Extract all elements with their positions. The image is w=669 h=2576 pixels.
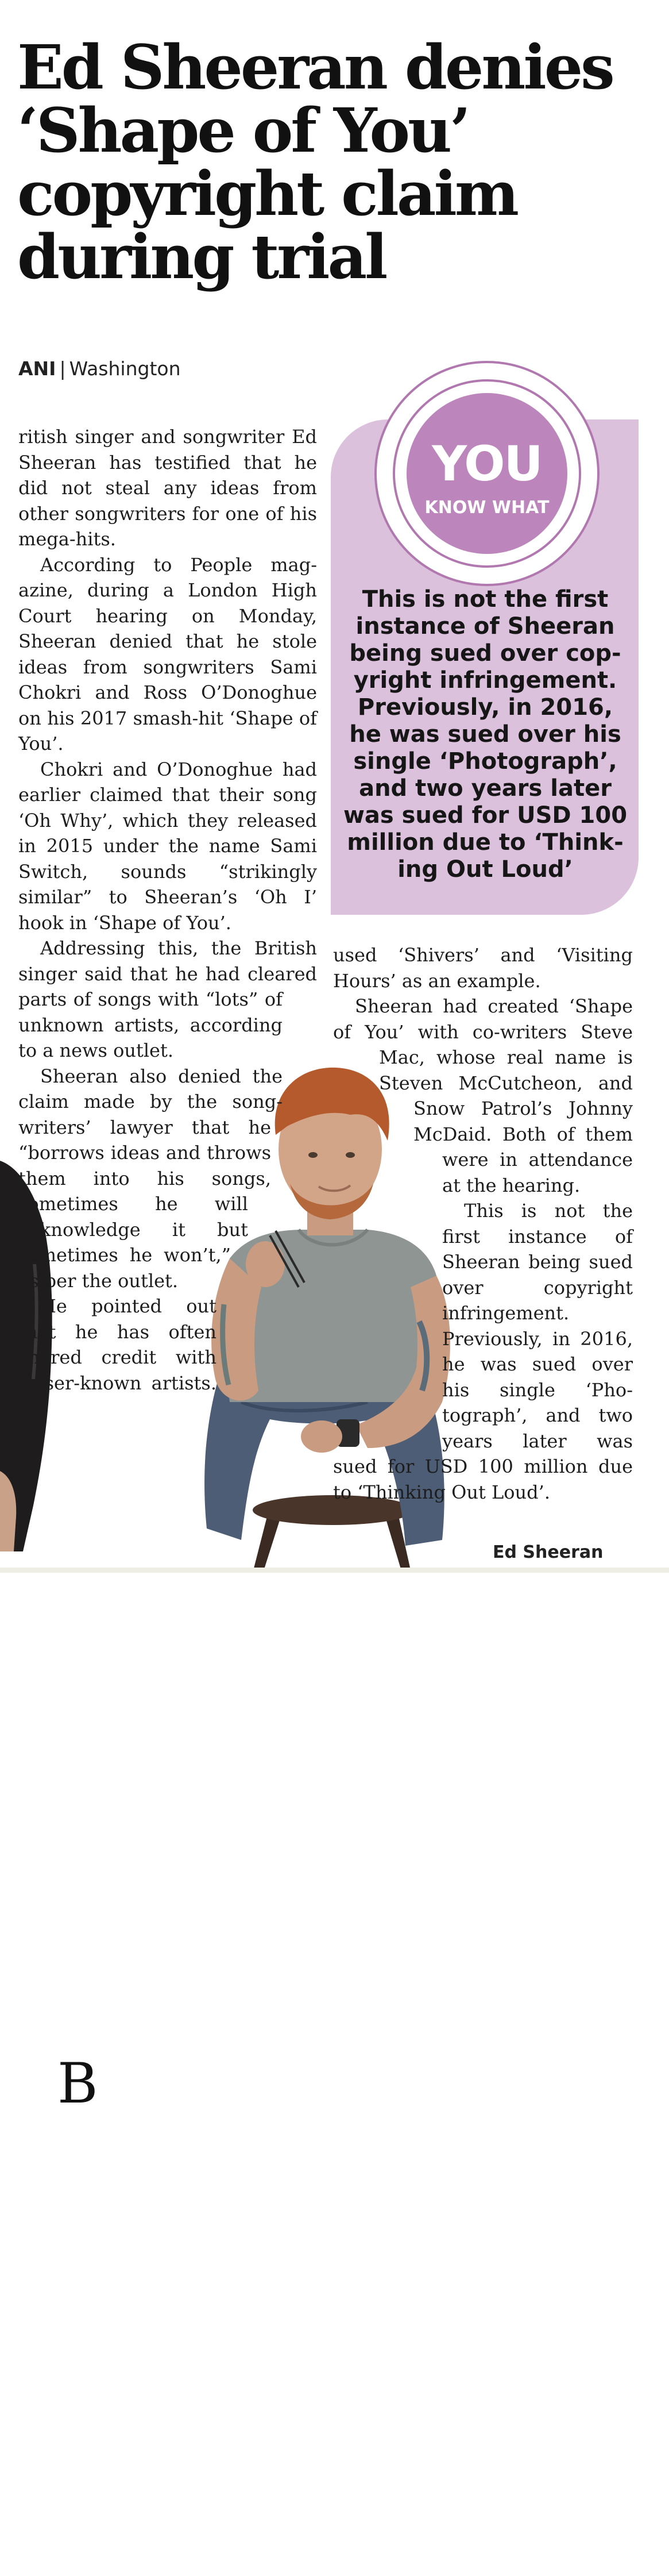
byline-separator: | xyxy=(59,357,66,380)
byline-agency: ANI xyxy=(18,357,56,380)
paragraph-1: B ritish singer and songwriter Ed Sheeran has testified that he did not steal any ideas from other songwriters for one of his mega-hits. xyxy=(18,426,317,2116)
headline: Ed Sheeran denies ‘Shape of You’ copyright claim during trial xyxy=(17,31,613,292)
left-column xyxy=(18,424,317,2116)
badge-title: YOU xyxy=(432,436,542,492)
byline-location: Washington xyxy=(69,357,181,380)
paragraph-3: Chokri and O’Donoghue had earlier claimed that their song ‘Oh Why’, which they released in 2015 under the name Sami Switch, sounds “strikingly similar” to Sheeran’s ‘Oh I’ hook in ‘Shape of You’. xyxy=(18,758,317,934)
paragraph-6: He pointed out that he has often shared credit with lesser-known artists. He xyxy=(18,1295,216,1419)
right-paragraph-1: used ‘Shivers’ and ‘Visiting Hours’ as an example. xyxy=(333,944,633,992)
paragraph-2: According to People magazine, during a London High Court hearing on Monday, Sheeran denied that he stole ideas from songwriters Sami Chokri and Ross O’Donoghue on his 2017 smash-hit ‘Shape of You’. xyxy=(18,553,317,754)
right-paragraph-3: This is not the first instance of Sheeran being sued over copyright infringement. Previously, in 2016, he was sued over his single ‘Photograph’, and two years later was sued for USD 100 million due to ‘Thinking Out Loud’. xyxy=(333,1200,633,1503)
paragraph-5: Sheeran also denied the claim made by the songwriters’ lawyer that he “borrows ideas and throws them into his songs, sometimes he will acknowledge it but sometimes he won’t,” as per the outlet. xyxy=(18,1065,283,1292)
sidebar-text: This is not the first instance of Sheeran being sued over copyright infringement. Previously, in 2016, he was sued over his single ‘Photograph’, and two years later was sued for USD 100 million due to ‘Thinking Out Loud’ xyxy=(343,586,628,883)
photo-caption: Ed Sheeran xyxy=(493,1542,604,1562)
right-paragraph-2: Sheeran had created ‘Shape of You’ with co-writers Steve Mac, whose real name is Steven McCutcheon, and Snow Patrol’s Johnny McDaid. Both of them were in attendance at the hearing. xyxy=(333,995,633,1196)
dropcap: B xyxy=(57,2051,98,2116)
bottom-rule xyxy=(0,1568,669,1573)
right-column xyxy=(333,942,633,1540)
badge-subtitle: KNOW WHAT xyxy=(424,498,550,518)
paragraph-4: Addressing this, the British singer said that he had cleared parts of songs with “lots” of unknown artists, according to a news outlet. xyxy=(18,937,317,1061)
